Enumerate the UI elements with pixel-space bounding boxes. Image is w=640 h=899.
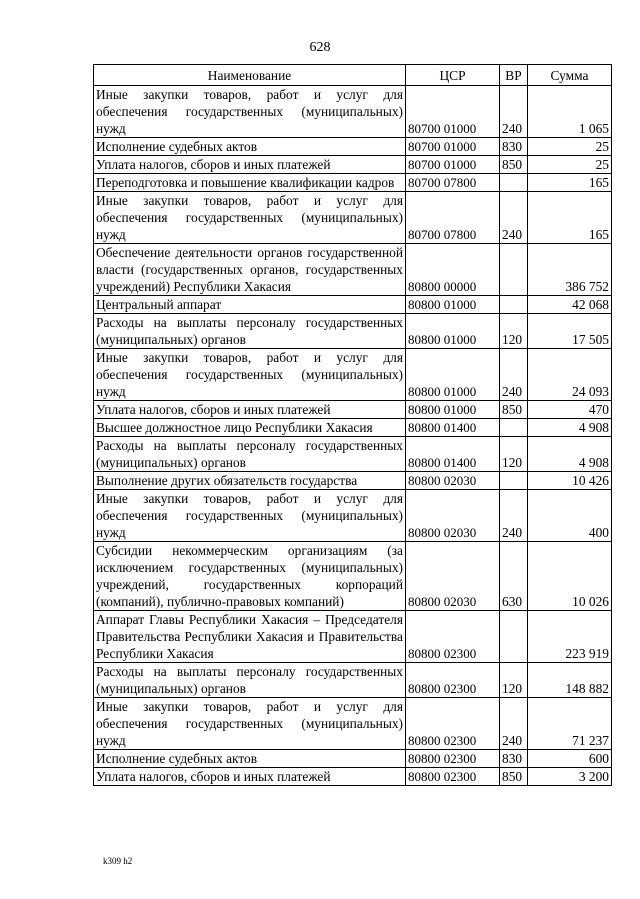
table-row [94, 244, 612, 296]
row-sum-cell: 17 505 [528, 314, 612, 349]
column-header-name: Наименование [94, 65, 406, 86]
row-sum-cell: 10 026 [528, 542, 612, 611]
row-sum-cell: 148 882 [528, 663, 612, 698]
row-vr-cell: 830 [500, 750, 528, 768]
row-vr-cell [500, 174, 528, 192]
row-name-cell: Расходы на выплаты персоналу государственных (муниципальных) органов [94, 663, 406, 698]
row-sum-cell: 25 [528, 156, 612, 174]
column-header-vr: ВР [500, 65, 528, 86]
row-vr-cell: 850 [500, 768, 528, 786]
row-vr-cell: 240 [500, 698, 528, 750]
row-name-cell: Иные закупки товаров, работ и услуг для обеспечения государственных (муниципальных) нужд [94, 86, 406, 138]
row-csr-cell: 80800 01000 [406, 314, 500, 349]
table-row [94, 401, 612, 419]
row-name-cell: Уплата налогов, сборов и иных платежей [94, 156, 406, 174]
row-sum-cell: 165 [528, 174, 612, 192]
row-sum-cell: 4 908 [528, 437, 612, 472]
table-row [94, 768, 612, 786]
table-row [94, 138, 612, 156]
table-row [94, 296, 612, 314]
table-row [94, 349, 612, 401]
row-csr-cell: 80800 02300 [406, 663, 500, 698]
row-sum-cell: 10 426 [528, 472, 612, 490]
row-sum-cell: 400 [528, 490, 612, 542]
row-csr-cell: 80800 02300 [406, 750, 500, 768]
table-row [94, 192, 612, 244]
row-name-cell: Иные закупки товаров, работ и услуг для обеспечения государственных (муниципальных) нужд [94, 698, 406, 750]
row-vr-cell [500, 419, 528, 437]
row-sum-cell: 24 093 [528, 349, 612, 401]
column-header-csr: ЦСР [406, 65, 500, 86]
table-row [94, 472, 612, 490]
row-sum-cell: 71 237 [528, 698, 612, 750]
row-name-cell: Уплата налогов, сборов и иных платежей [94, 768, 406, 786]
table-row [94, 419, 612, 437]
row-sum-cell: 600 [528, 750, 612, 768]
row-name-cell: Высшее должностное лицо Республики Хакасия [94, 419, 406, 437]
table-row [94, 86, 612, 138]
row-csr-cell: 80700 01000 [406, 138, 500, 156]
row-csr-cell: 80800 02300 [406, 768, 500, 786]
row-name-cell: Субсидии некоммерческим организациям (за исключением государственных (муниципальных) учреждений, государственных корпораций (компаний), публично-правовых компаний) [94, 542, 406, 611]
row-csr-cell: 80800 02300 [406, 611, 500, 663]
row-vr-cell: 630 [500, 542, 528, 611]
row-vr-cell: 240 [500, 192, 528, 244]
footer-code: k309 h2 [103, 856, 133, 866]
row-csr-cell: 80800 01000 [406, 401, 500, 419]
row-name-cell: Обеспечение деятельности органов государственной власти (государственных органов, государственных учреждений) Республики Хакасия [94, 244, 406, 296]
table-row [94, 490, 612, 542]
row-name-cell: Иные закупки товаров, работ и услуг для обеспечения государственных (муниципальных) нужд [94, 349, 406, 401]
row-sum-cell: 165 [528, 192, 612, 244]
row-vr-cell [500, 472, 528, 490]
row-csr-cell: 80800 01400 [406, 437, 500, 472]
row-vr-cell: 850 [500, 401, 528, 419]
row-sum-cell: 470 [528, 401, 612, 419]
row-csr-cell: 80700 07800 [406, 174, 500, 192]
table-row [94, 156, 612, 174]
table-row [94, 542, 612, 611]
row-sum-cell: 223 919 [528, 611, 612, 663]
table-row [94, 750, 612, 768]
table-row [94, 611, 612, 663]
table-row [94, 314, 612, 349]
row-sum-cell: 25 [528, 138, 612, 156]
row-name-cell: Расходы на выплаты персоналу государственных (муниципальных) органов [94, 437, 406, 472]
row-name-cell: Исполнение судебных актов [94, 138, 406, 156]
row-csr-cell: 80700 01000 [406, 156, 500, 174]
row-name-cell: Уплата налогов, сборов и иных платежей [94, 401, 406, 419]
row-csr-cell: 80800 00000 [406, 244, 500, 296]
table-row [94, 663, 612, 698]
row-vr-cell: 240 [500, 86, 528, 138]
table-row [94, 698, 612, 750]
table-row [94, 174, 612, 192]
row-csr-cell: 80700 01000 [406, 86, 500, 138]
row-sum-cell: 4 908 [528, 419, 612, 437]
row-vr-cell: 240 [500, 349, 528, 401]
row-sum-cell: 42 068 [528, 296, 612, 314]
row-name-cell: Расходы на выплаты персоналу государственных (муниципальных) органов [94, 314, 406, 349]
row-name-cell: Переподготовка и повышение квалификации кадров [94, 174, 406, 192]
row-sum-cell: 386 752 [528, 244, 612, 296]
row-csr-cell: 80800 02030 [406, 472, 500, 490]
row-vr-cell: 120 [500, 314, 528, 349]
row-name-cell: Центральный аппарат [94, 296, 406, 314]
table-header-row [94, 65, 612, 86]
page-number: 628 [309, 40, 331, 55]
row-vr-cell: 120 [500, 437, 528, 472]
row-sum-cell: 1 065 [528, 86, 612, 138]
row-name-cell: Иные закупки товаров, работ и услуг для обеспечения государственных (муниципальных) нужд [94, 490, 406, 542]
row-csr-cell: 80800 01000 [406, 296, 500, 314]
row-csr-cell: 80800 01400 [406, 419, 500, 437]
row-name-cell: Аппарат Главы Республики Хакасия – Председателя Правительства Республики Хакасия и Правительства Республики Хакасия [94, 611, 406, 663]
row-sum-cell: 3 200 [528, 768, 612, 786]
row-vr-cell [500, 296, 528, 314]
row-csr-cell: 80800 02300 [406, 698, 500, 750]
row-csr-cell: 80800 01000 [406, 349, 500, 401]
row-vr-cell: 240 [500, 490, 528, 542]
column-header-sum: Сумма [528, 65, 612, 86]
row-vr-cell [500, 611, 528, 663]
row-name-cell: Выполнение других обязательств государства [94, 472, 406, 490]
row-name-cell: Исполнение судебных актов [94, 750, 406, 768]
row-vr-cell [500, 244, 528, 296]
row-vr-cell: 120 [500, 663, 528, 698]
row-vr-cell: 830 [500, 138, 528, 156]
row-csr-cell: 80800 02030 [406, 490, 500, 542]
row-csr-cell: 80700 07800 [406, 192, 500, 244]
table-row [94, 437, 612, 472]
budget-table [93, 64, 612, 786]
row-vr-cell: 850 [500, 156, 528, 174]
row-csr-cell: 80800 02030 [406, 542, 500, 611]
row-name-cell: Иные закупки товаров, работ и услуг для обеспечения государственных (муниципальных) нужд [94, 192, 406, 244]
